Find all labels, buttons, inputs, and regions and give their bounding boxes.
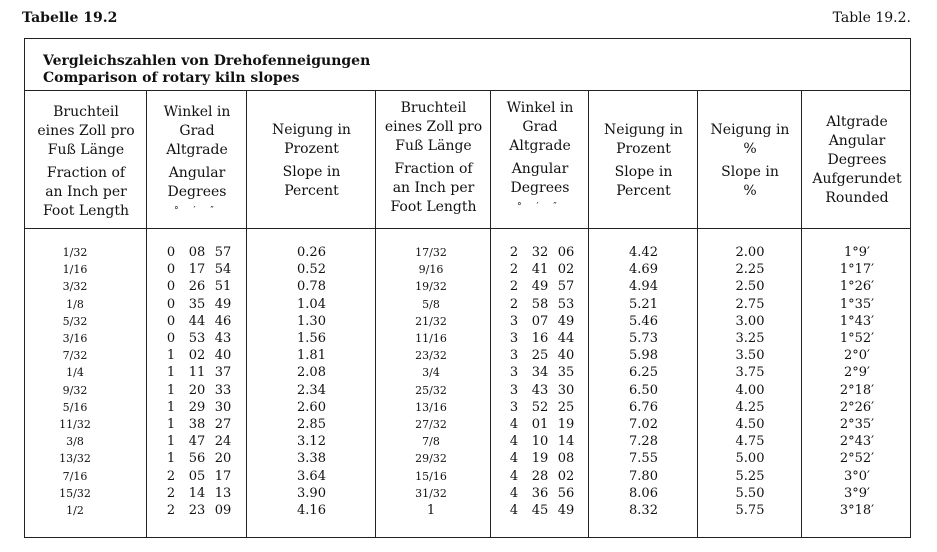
angle-cell: 4 10 14 (509, 434, 575, 450)
angle-cell: 1 02 40 (166, 348, 232, 364)
header-line: Percent (616, 183, 671, 199)
percent-cell: 4.25 (735, 399, 765, 415)
header-line: Neigung in (710, 122, 790, 138)
rounded-degree-cell: 2°0′ (844, 348, 870, 364)
header-line: Prozent (616, 141, 671, 157)
percent-cell: 7.02 (629, 417, 658, 432)
rounded-degree-cell: 3°0′ (844, 468, 870, 484)
percent-cell: 2.75 (735, 296, 765, 312)
rounded-degree-cell: 1°43′ (839, 313, 875, 329)
header-line: Grad (522, 119, 558, 135)
table-row (25, 279, 910, 296)
header-line: eines Zoll pro (37, 123, 135, 139)
fraction-cell: 13/32 (59, 452, 91, 466)
percent-cell: 5.00 (735, 451, 765, 467)
angle-cell: 1 38 27 (166, 417, 232, 432)
fraction-cell: 1/2 (66, 504, 84, 517)
header-line: Angular (828, 133, 886, 149)
table-row (25, 262, 910, 279)
rounded-degree-cell: 3°18′ (839, 503, 875, 518)
angle-cell: 1 47 24 (166, 434, 232, 450)
header-line: Winkel in (506, 100, 574, 116)
table-caption (25, 39, 910, 91)
percent-cell: 7.80 (629, 468, 658, 484)
header-line: Angular (511, 161, 569, 177)
table-header (25, 91, 910, 229)
percent-cell: 2.34 (297, 382, 326, 398)
angle-cell: 2 58 53 (509, 296, 575, 312)
header-line: Fraction of (394, 161, 473, 177)
table-row (25, 314, 910, 331)
header-line: Bruchteil (53, 104, 119, 120)
header-line: Degrees (827, 152, 887, 168)
header-line: Fuß Länge (395, 138, 472, 154)
fraction-cell: 7/16 (62, 469, 88, 483)
percent-cell: 4.42 (629, 245, 658, 260)
fraction-cell: 15/16 (415, 469, 447, 483)
percent-cell: 3.64 (297, 468, 326, 484)
percent-cell: 3.38 (297, 451, 326, 467)
column-divider (246, 91, 247, 537)
percent-cell: 6.76 (629, 399, 658, 415)
angle-cell: 2 32 06 (509, 245, 575, 260)
angle-cell: 3 07 49 (509, 313, 575, 329)
percent-cell: 0.78 (297, 279, 326, 295)
percent-cell: 5.46 (629, 313, 658, 329)
percent-cell: 4.75 (735, 434, 765, 450)
angle-cell: 1 56 20 (166, 451, 232, 467)
header-line: Altgrade (166, 142, 228, 158)
header-line: Winkel in (163, 104, 231, 120)
angle-cell: 0 44 46 (166, 313, 232, 329)
fraction-cell: 3/8 (66, 435, 84, 449)
fraction-cell: 1/8 (66, 297, 84, 311)
header-line: Bruchteil (400, 100, 467, 116)
header-line: an Inch per (392, 180, 475, 196)
angle-cell: 3 34 35 (509, 365, 575, 381)
angle-cell: 3 52 25 (509, 399, 575, 415)
percent-cell: 2.50 (735, 279, 765, 295)
table-frame (24, 38, 911, 538)
header-line: Slope in (721, 164, 779, 180)
column-divider (375, 91, 376, 537)
angle-cell: 2 49 57 (509, 279, 575, 295)
percent-cell: 5.25 (735, 468, 765, 484)
fraction-cell: 15/32 (59, 486, 91, 500)
percent-cell: 7.28 (629, 434, 658, 450)
header-line: Aufgerundet (812, 171, 902, 187)
percent-cell: 6.50 (629, 382, 658, 398)
column-header-pct3 (698, 91, 802, 228)
table-row (25, 451, 910, 468)
percent-cell: 3.12 (297, 434, 326, 450)
angle-cell: 4 36 56 (509, 485, 575, 501)
table-row (25, 469, 910, 486)
rounded-degree-cell: 2°43′ (839, 434, 875, 450)
percent-cell: 3.50 (735, 348, 765, 364)
angle-cell: 1 29 30 (166, 399, 232, 415)
table-row (25, 486, 910, 503)
angle-cell: 2 41 02 (509, 262, 575, 278)
fraction-cell: 7/8 (422, 435, 440, 449)
angle-cell: 0 17 54 (166, 262, 232, 278)
percent-cell: 0.26 (297, 245, 326, 260)
column-header-frac1 (25, 91, 147, 228)
rounded-degree-cell: 1°17′ (839, 262, 875, 278)
table-row (25, 331, 910, 348)
rounded-degree-cell: 2°26′ (839, 399, 875, 415)
caption-english: Comparison of rotary kiln slopes (43, 70, 300, 86)
fraction-cell: 9/16 (418, 263, 444, 277)
column-divider (801, 91, 802, 537)
angle-cell: 3 25 40 (509, 348, 575, 364)
percent-cell: 3.90 (297, 485, 326, 501)
rounded-degree-cell: 2°52′ (839, 451, 875, 467)
column-header-pct1 (247, 91, 376, 228)
column-divider (146, 91, 147, 537)
header-line: eines Zoll pro (384, 119, 483, 135)
fraction-cell: 1/4 (66, 366, 84, 380)
table-label-german: Tabelle 19.2 (22, 10, 118, 26)
header-line: Fuß Länge (47, 142, 125, 158)
percent-cell: 4.50 (735, 417, 765, 432)
fraction-cell: 1/16 (62, 263, 88, 277)
angle-cell: 4 19 08 (509, 451, 575, 467)
angle-cell: 0 53 43 (166, 331, 232, 346)
fraction-cell: 19/32 (415, 280, 447, 294)
header-line: Neigung in (272, 122, 351, 138)
percent-cell: 5.73 (629, 331, 658, 346)
fraction-cell: 3/4 (422, 366, 440, 380)
angle-cell: 0 26 51 (166, 279, 232, 295)
fraction-cell: 5/32 (62, 314, 88, 328)
table-row (25, 417, 910, 434)
table-row (25, 245, 910, 262)
header-line: % (743, 183, 757, 199)
header-line: Rounded (825, 190, 889, 206)
angle-cell: 0 35 49 (166, 296, 232, 312)
percent-cell: 4.00 (735, 382, 765, 398)
angle-cell: 0 08 57 (166, 245, 232, 260)
table-row (25, 503, 910, 520)
header-line: Degrees (167, 184, 227, 200)
fraction-cell: 25/32 (415, 383, 447, 397)
percent-cell: 2.60 (297, 399, 326, 415)
percent-cell: 8.06 (629, 485, 658, 501)
table-row (25, 400, 910, 417)
percent-cell: 5.50 (735, 485, 765, 501)
header-line: ° ′ ″ (517, 202, 563, 212)
table-row (25, 434, 910, 451)
percent-cell: 3.75 (735, 365, 765, 381)
header-line: Altgrade (826, 114, 888, 130)
fraction-cell: 7/32 (62, 349, 88, 363)
percent-cell: 1.56 (297, 331, 326, 346)
fraction-cell: 1/32 (62, 246, 88, 259)
percent-cell: 8.32 (629, 503, 658, 518)
table-row (25, 297, 910, 314)
angle-cell: 2 14 13 (166, 485, 232, 501)
column-header-ang2 (491, 91, 589, 228)
header-line: Grad (179, 123, 215, 139)
percent-cell: 4.16 (297, 503, 326, 518)
fraction-cell: 27/32 (415, 418, 447, 431)
percent-cell: 0.52 (297, 262, 326, 278)
table-row (25, 365, 910, 382)
column-divider (697, 91, 698, 537)
rounded-degree-cell: 1°52′ (839, 331, 875, 346)
column-header-alt (802, 91, 912, 228)
rounded-degree-cell: 3°9′ (844, 485, 870, 501)
fraction-cell: 9/32 (62, 383, 88, 397)
rounded-degree-cell: 1°35′ (839, 296, 875, 312)
rounded-degree-cell: 2°35′ (839, 417, 875, 432)
fraction-cell: 13/16 (415, 400, 447, 414)
angle-cell: 4 45 49 (509, 503, 575, 518)
column-divider (588, 91, 589, 537)
percent-cell: 2.25 (735, 262, 765, 278)
header-line: Degrees (510, 180, 570, 196)
percent-cell: 7.55 (629, 451, 658, 467)
header-line: an Inch per (45, 184, 127, 200)
header-line: Angular (168, 165, 226, 181)
angle-cell: 2 23 09 (166, 503, 232, 518)
rounded-degree-cell: 2°18′ (839, 382, 875, 398)
rounded-degree-cell: 2°9′ (844, 365, 870, 381)
angle-cell: 3 16 44 (509, 331, 575, 346)
fraction-cell: 3/32 (62, 280, 88, 294)
column-header-frac2 (376, 91, 491, 228)
fraction-cell: 29/32 (415, 452, 447, 466)
header-line: Slope in (614, 164, 673, 180)
fraction-cell: 5/8 (422, 297, 440, 311)
percent-cell: 1.81 (297, 348, 326, 364)
header-line: Slope in (282, 164, 341, 180)
fraction-cell: 11/16 (415, 332, 447, 345)
header-line: ° ′ ″ (174, 206, 220, 216)
column-header-pct2 (589, 91, 698, 228)
header-line: Percent (284, 183, 339, 199)
percent-cell: 4.69 (629, 262, 658, 278)
percent-cell: 5.75 (735, 503, 765, 518)
percent-cell: 3.25 (735, 331, 765, 346)
percent-cell: 3.00 (735, 313, 765, 329)
percent-cell: 6.25 (629, 365, 658, 381)
fraction-cell: 3/16 (62, 332, 88, 345)
column-header-ang1 (147, 91, 247, 228)
table-row (25, 348, 910, 365)
header-line: % (743, 141, 757, 157)
angle-cell: 1 20 33 (166, 382, 232, 398)
header-line: Prozent (284, 141, 339, 157)
rounded-degree-cell: 1°26′ (839, 279, 875, 295)
fraction-cell: 21/32 (415, 314, 447, 328)
percent-cell: 5.98 (629, 348, 658, 364)
percent-cell: 2.00 (735, 245, 765, 260)
header-line: Fraction of (46, 165, 126, 181)
fraction-cell: 1 (426, 503, 436, 518)
table-label-english: Table 19.2. (832, 10, 911, 26)
percent-cell: 5.21 (629, 296, 658, 312)
fraction-cell: 17/32 (415, 246, 447, 259)
header-line: Foot Length (390, 199, 477, 215)
angle-cell: 4 01 19 (509, 417, 575, 432)
fraction-cell: 23/32 (415, 349, 447, 363)
angle-cell: 3 43 30 (509, 382, 575, 398)
table-row (25, 383, 910, 400)
caption-german: Vergleichszahlen von Drehofenneigungen (43, 53, 371, 69)
angle-cell: 4 28 02 (509, 468, 575, 484)
fraction-cell: 5/16 (62, 400, 88, 414)
header-line: Foot Length (42, 203, 130, 219)
rounded-degree-cell: 1°9′ (844, 245, 870, 260)
angle-cell: 2 05 17 (166, 468, 232, 484)
header-line: Neigung in (604, 122, 683, 138)
fraction-cell: 31/32 (415, 486, 447, 500)
percent-cell: 1.30 (297, 313, 326, 329)
percent-cell: 2.85 (297, 417, 326, 432)
header-line: Altgrade (509, 138, 571, 154)
fraction-cell: 11/32 (59, 418, 91, 431)
percent-cell: 1.04 (297, 296, 326, 312)
angle-cell: 1 11 37 (166, 365, 232, 381)
percent-cell: 4.94 (629, 279, 658, 295)
percent-cell: 2.08 (297, 365, 326, 381)
column-divider (490, 91, 491, 537)
